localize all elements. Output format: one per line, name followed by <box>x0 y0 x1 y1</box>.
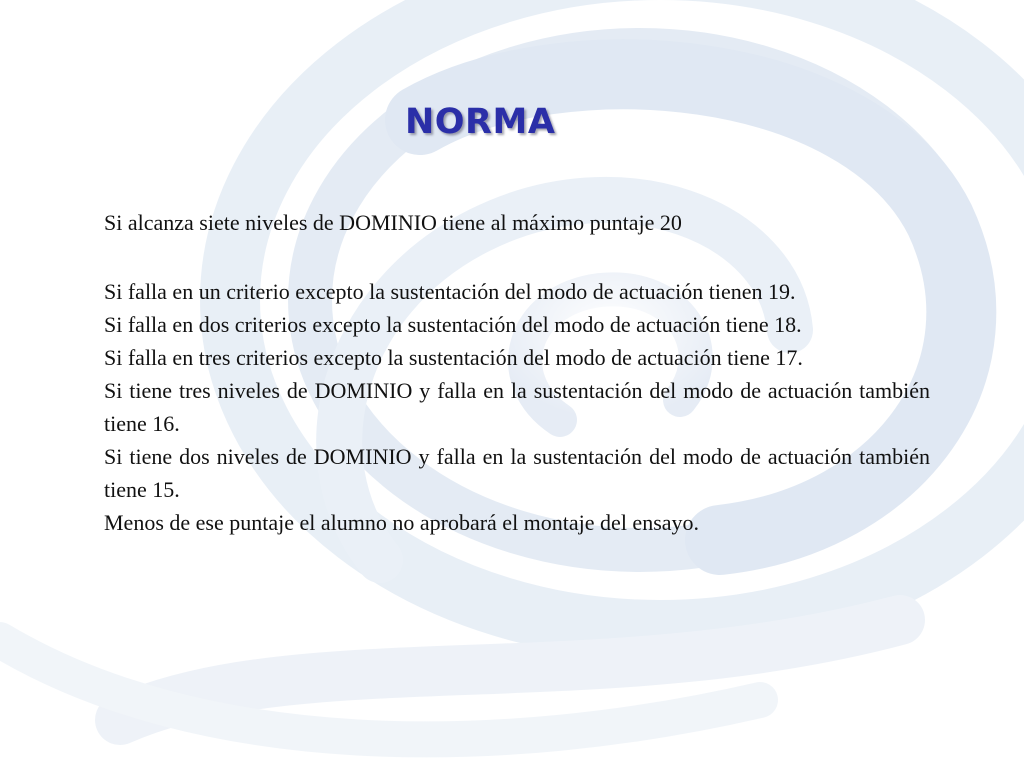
rule-paragraph-1: Si alcanza siete niveles de DOMINIO tiene al máximo puntaje 20 <box>104 210 682 235</box>
rule-paragraph-2: Si falla en un criterio excepto la sustentación del modo de actuación tienen 19. <box>104 279 796 304</box>
slide-body <box>104 206 930 539</box>
rule-paragraph-6: Si tiene dos niveles de DOMINIO y falla en la sustentación del modo de actuación también tiene 15. <box>104 444 930 502</box>
rule-paragraph-7: Menos de ese puntaje el alumno no aprobará el montaje del ensayo. <box>104 510 700 535</box>
rule-paragraph-5: Si tiene tres niveles de DOMINIO y falla en la sustentación del modo de actuación también tiene 16. <box>104 378 930 436</box>
rule-paragraph-3: Si falla en dos criterios excepto la sustentación del modo de actuación tiene 18. <box>104 312 802 337</box>
rule-paragraph-4: Si falla en tres criterios excepto la sustentación del modo de actuación tiene 17. <box>104 345 803 370</box>
slide-title: NORMA <box>405 102 556 142</box>
